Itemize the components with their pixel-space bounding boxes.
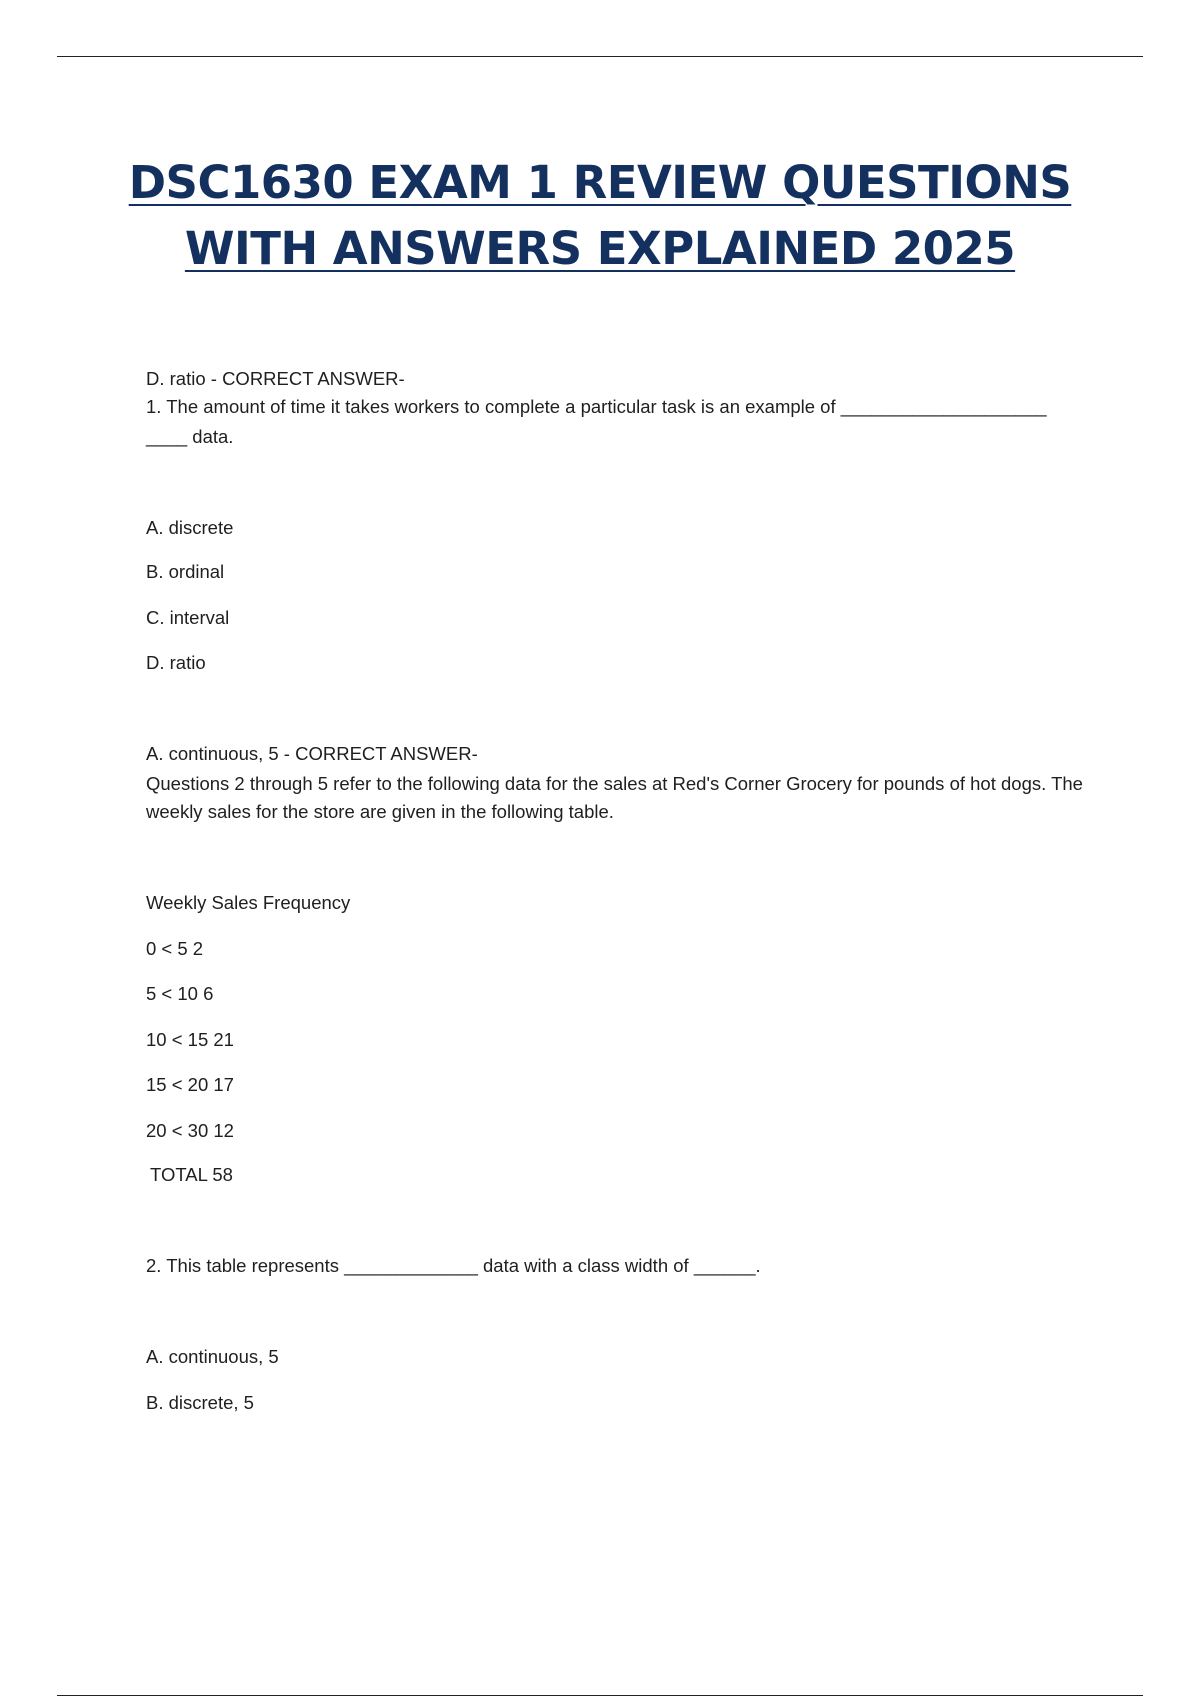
q1-question-line-2: ____ data.: [146, 426, 234, 447]
q2-answer-heading: A. continuous, 5 - CORRECT ANSWER-: [146, 743, 478, 764]
title-line-2: WITH ANSWERS EXPLAINED 2025: [184, 222, 1016, 275]
q2-question: 2. This table represents _____________ data with a class width of ______.: [146, 1255, 761, 1276]
table-row: 5 < 10 6: [146, 983, 214, 1004]
table-header: Weekly Sales Frequency: [146, 892, 351, 913]
table-row: 10 < 15 21: [146, 1029, 234, 1050]
q2-option-a: A. continuous, 5: [146, 1346, 279, 1367]
bottom-rule: [57, 1695, 1143, 1696]
title-line-1: DSC1630 EXAM 1 REVIEW QUESTIONS: [128, 156, 1072, 209]
q1-option-c: C. interval: [146, 607, 230, 628]
q1-option-a: A. discrete: [146, 517, 234, 538]
top-rule: [57, 56, 1143, 57]
document-title: [0, 150, 1200, 282]
q2-option-b: B. discrete, 5: [146, 1392, 254, 1413]
q1-answer-heading: D. ratio - CORRECT ANSWER-: [146, 368, 405, 389]
q2-intro: Questions 2 through 5 refer to the following data for the sales at Red's Corner Grocery for pounds of hot dogs. The weekly sales for the store are given in the following table.: [146, 773, 1083, 822]
q1-question-line-1: 1. The amount of time it takes workers to complete a particular task is an example of ____________________: [146, 396, 1047, 417]
table-row: 15 < 20 17: [146, 1074, 234, 1095]
table-row: 20 < 30 12: [146, 1120, 234, 1141]
table-total-row: TOTAL 58: [150, 1164, 233, 1185]
q1-option-b: B. ordinal: [146, 561, 225, 582]
table-row: 0 < 5 2: [146, 938, 204, 959]
q1-option-d: D. ratio: [146, 652, 206, 673]
